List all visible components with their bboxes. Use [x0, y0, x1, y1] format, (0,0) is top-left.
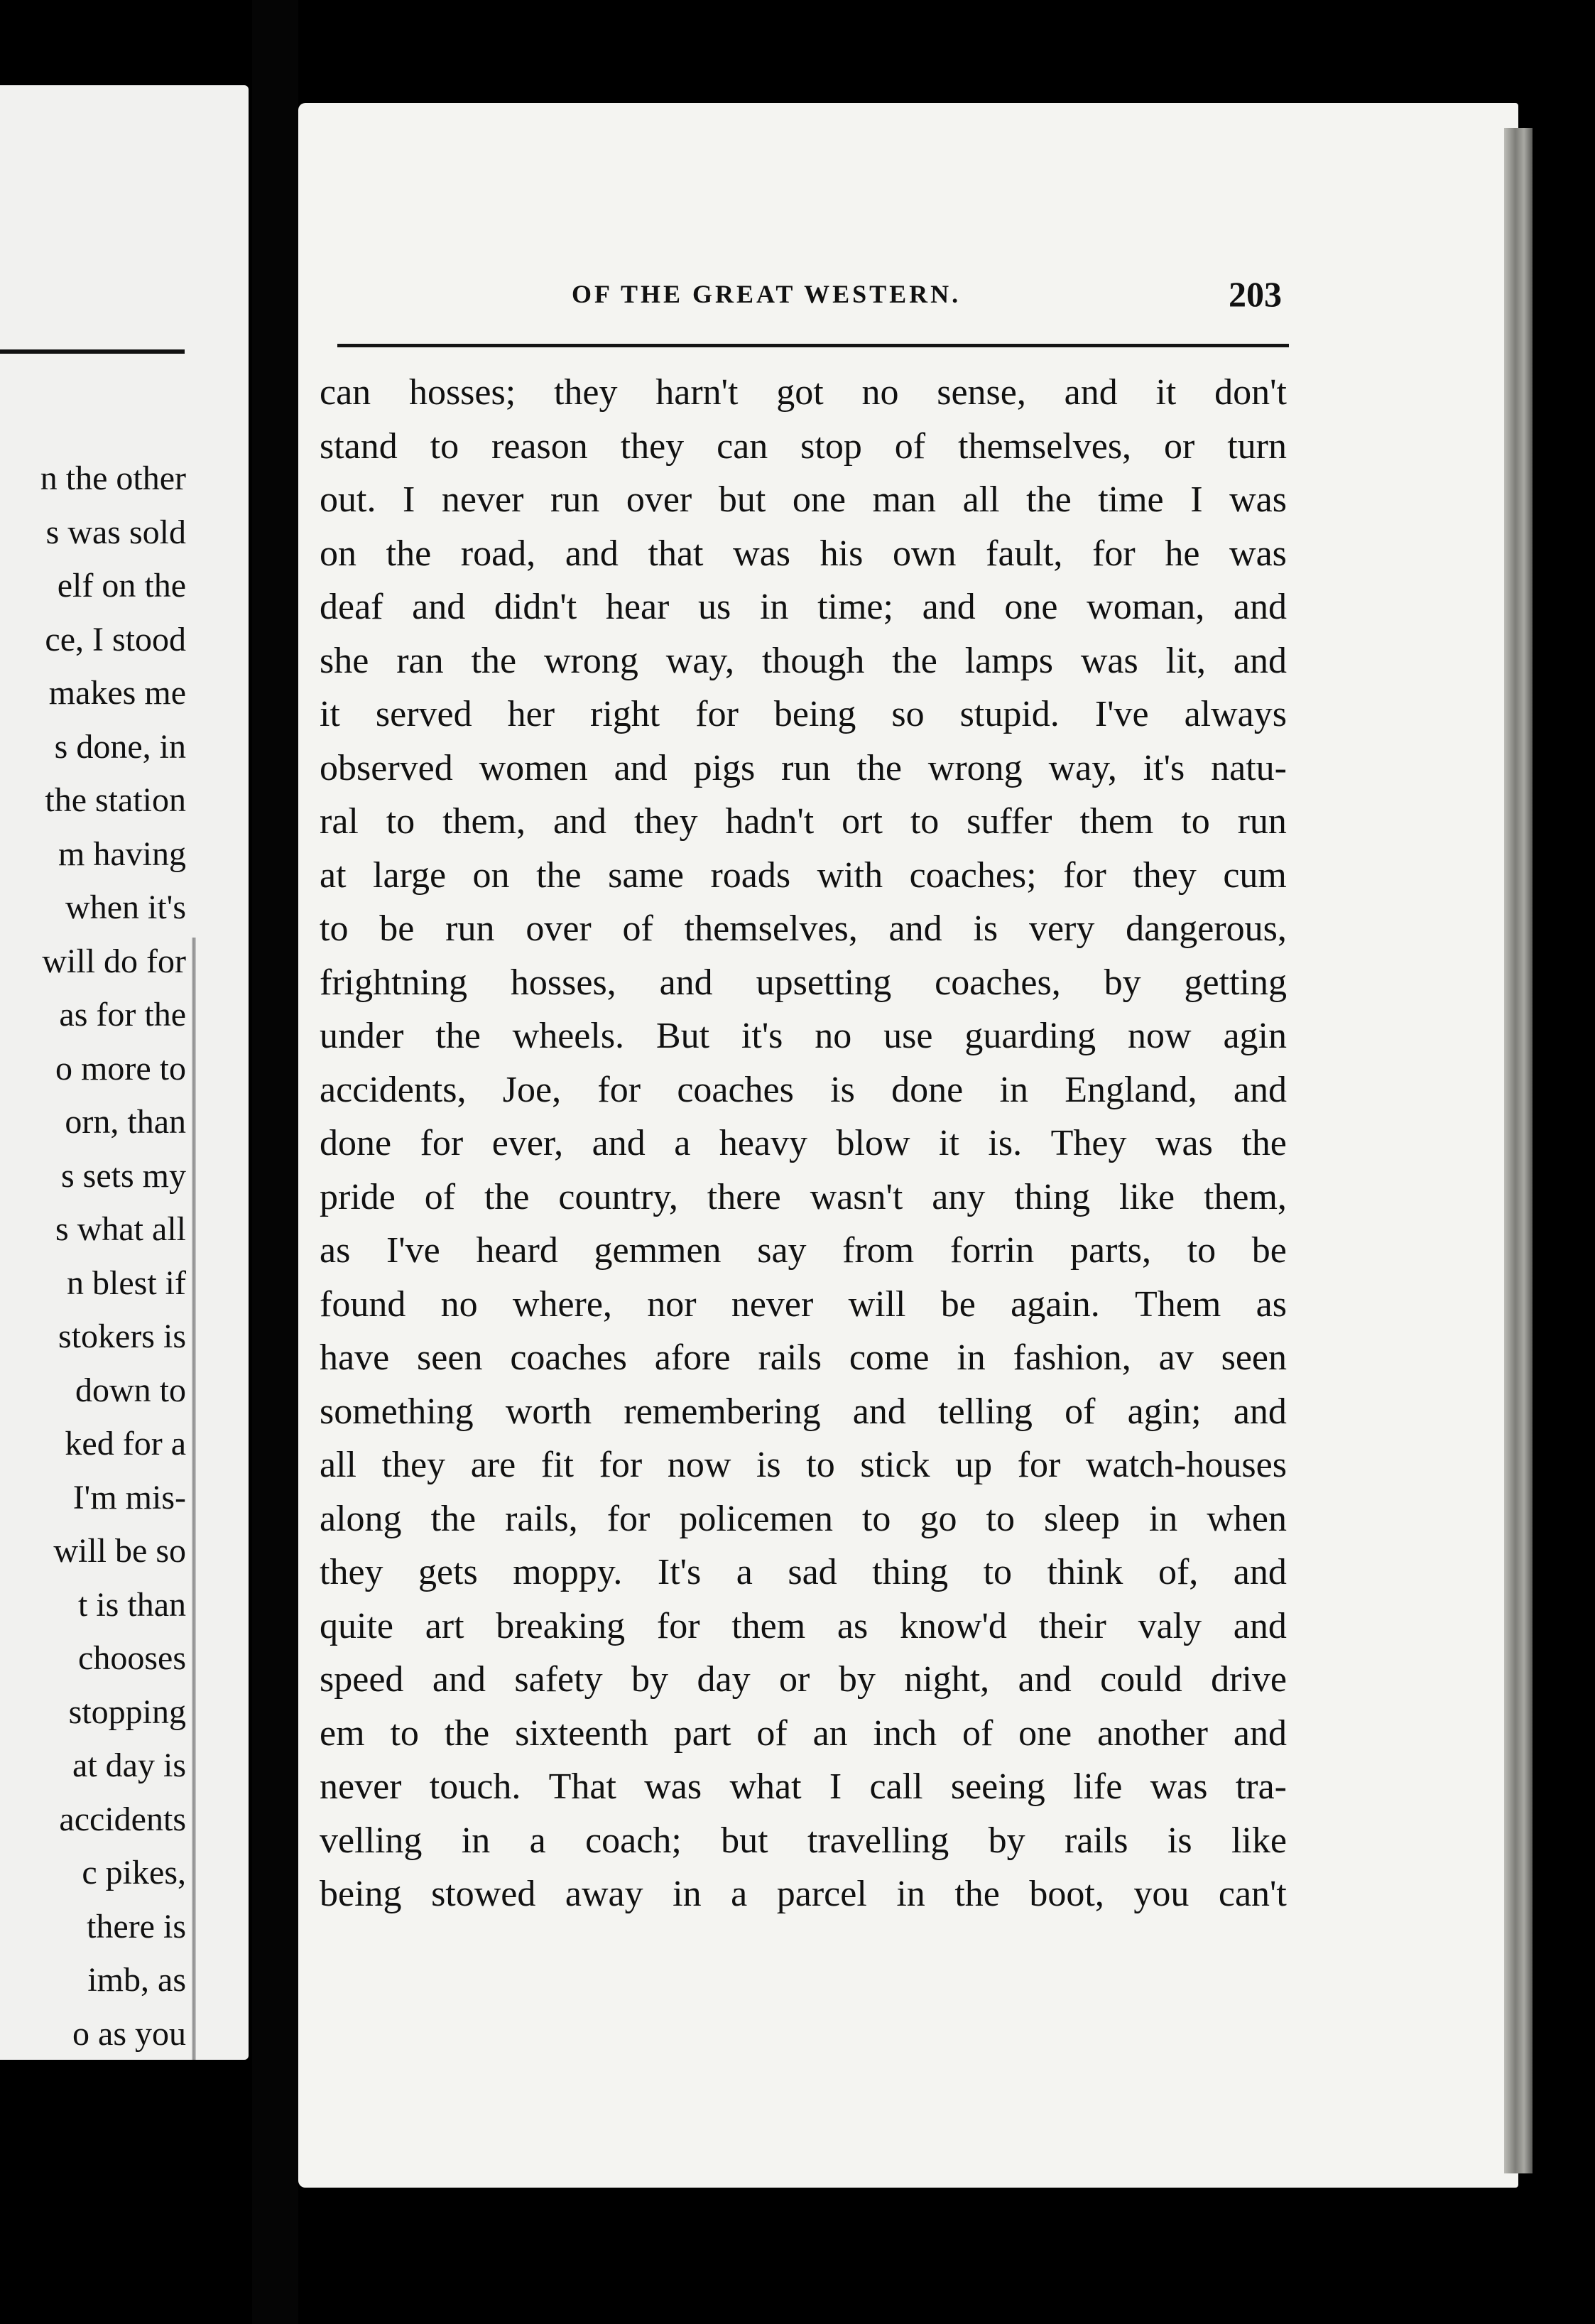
text-line: being stowed away in a parcel in the boot, you can't — [320, 1874, 1287, 1914]
left-page-line: orn, than — [65, 1103, 186, 1141]
page-header — [572, 273, 1282, 323]
page-edge — [1504, 128, 1533, 2173]
text-line: on the road, and that was his own fault, for he was — [320, 533, 1287, 574]
left-page-line: down to — [75, 1371, 186, 1409]
left-page-line: c pikes, — [82, 1854, 186, 1891]
text-line: along the rails, for policemen to go to sleep in when — [320, 1498, 1287, 1539]
book-gutter — [252, 0, 298, 2324]
left-page-line: stopping — [68, 1693, 186, 1731]
text-line: as I've heard gemmen say from forrin parts, to be — [320, 1230, 1287, 1271]
left-page — [0, 85, 249, 2060]
left-page-line: o more to — [55, 1049, 186, 1087]
text-line: done for ever, and a heavy blow it is. They was the — [320, 1123, 1287, 1163]
body-text — [320, 366, 1287, 1921]
text-line: never touch. That was what I call seeing life was tra- — [320, 1766, 1287, 1807]
left-page-line: will do for — [42, 942, 186, 980]
text-line: to be run over of themselves, and is very dangerous, — [320, 908, 1287, 949]
text-line: velling in a coach; but travelling by rails is like — [320, 1820, 1287, 1861]
left-page-line: n the other — [40, 460, 186, 497]
text-line: all they are fit for now is to stick up for watch-houses — [320, 1445, 1287, 1485]
left-page-rule — [0, 349, 185, 354]
page-number: 203 — [1229, 274, 1282, 314]
left-page-text — [0, 452, 186, 2060]
left-page-line: n blest if — [67, 1264, 186, 1302]
left-page-line: s sets my — [60, 1156, 186, 1195]
text-line: quite art breaking for them as know'd their valy and — [320, 1605, 1287, 1646]
left-page-line: when it's — [65, 889, 186, 926]
text-line: at large on the same roads with coaches; for they cum — [320, 854, 1287, 896]
text-line: they gets moppy. It's a sad thing to think of, and — [320, 1552, 1287, 1592]
left-page-line: o as you — [72, 2014, 186, 2053]
left-page-line: t is than — [78, 1585, 186, 1624]
text-line: she ran the wrong way, though the lamps was lit, and — [320, 640, 1287, 681]
text-line: ral to them, and they hadn't ort to suffer them to run — [320, 801, 1287, 842]
left-page-line: as for the — [59, 996, 186, 1033]
text-line: pride of the country, there wasn't any thing like them, — [320, 1176, 1287, 1217]
left-page-line: elf on the — [57, 567, 186, 604]
text-line: under the wheels. But it's no use guarding now agin — [320, 1016, 1287, 1056]
left-page-line: will be so — [53, 1532, 186, 1570]
text-line: found no where, nor never will be again. Them as — [320, 1283, 1287, 1325]
text-line: it served her right for being so stupid. I've always — [320, 694, 1287, 734]
left-page-line: s done, in — [54, 727, 186, 766]
text-line: frightning hosses, and upsetting coaches, by getting — [320, 962, 1287, 1003]
left-page-line: the station — [45, 781, 186, 819]
text-line: observed women and pigs run the wrong way, it's natu- — [320, 747, 1287, 788]
page-fold — [192, 938, 196, 2060]
text-line: out. I never run over but one man all the time I was — [320, 479, 1287, 520]
left-page-line: m having — [58, 835, 186, 873]
text-line: have seen coaches afore rails come in fashion, av seen — [320, 1337, 1287, 1378]
left-page-line: there is — [87, 1907, 186, 1945]
left-page-line: stokers is — [58, 1318, 186, 1355]
left-page-line: I'm mis- — [72, 1478, 186, 1516]
text-line: deaf and didn't hear us in time; and one woman, and — [320, 587, 1287, 627]
left-page-line: makes me — [48, 674, 186, 712]
left-page-line: accidents — [59, 1800, 186, 1838]
left-page-line: s was sold — [45, 513, 186, 551]
left-page-line: chooses — [78, 1639, 186, 1677]
text-line: stand to reason they can stop of themselves, or turn — [320, 425, 1287, 467]
running-head: OF THE GREAT WESTERN. — [572, 280, 962, 308]
text-line: accidents, Joe, for coaches is done in England, and — [320, 1069, 1287, 1110]
left-page-line: ked for a — [65, 1425, 186, 1462]
text-line: can hosses; they harn't got no sense, and it don't — [320, 372, 1287, 413]
left-page-line: imb, as — [87, 1961, 186, 1999]
header-rule — [337, 344, 1289, 347]
left-page-line: at day is — [72, 1747, 186, 1784]
text-line: em to the sixteenth part of an inch of one another and — [320, 1712, 1287, 1754]
text-line: speed and safety by day or by night, and could drive — [320, 1659, 1287, 1700]
text-line: something worth remembering and telling of agin; and — [320, 1391, 1287, 1432]
left-page-line: ce, I stood — [45, 620, 186, 658]
left-page-line: s what all — [55, 1210, 186, 1248]
